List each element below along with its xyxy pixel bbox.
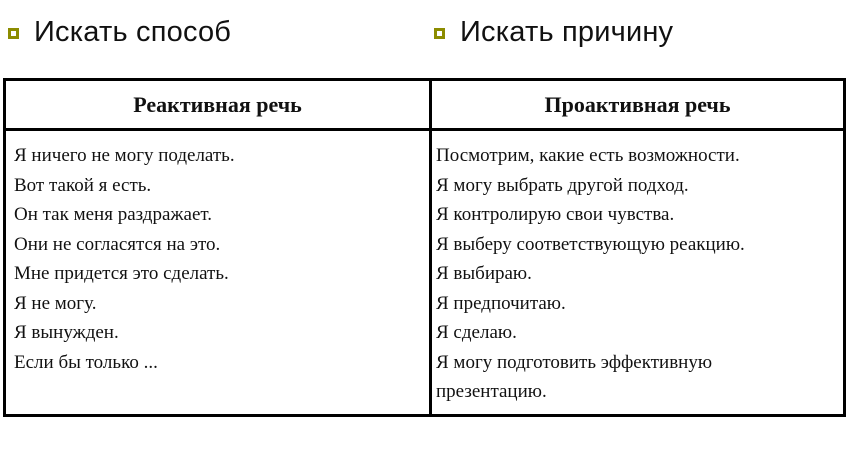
reactive-line: Я вынужден. xyxy=(14,322,119,343)
proactive-line: презентацию. xyxy=(436,381,547,402)
proactive-line: Я могу подготовить эффективную xyxy=(436,351,713,373)
reactive-line: Я не могу. xyxy=(14,292,97,314)
proactive-line: Посмотрим, какие есть возможности. xyxy=(436,145,740,166)
proactive-line: Я выбираю. xyxy=(436,263,532,284)
header-reactive-speech: Реактивная речь xyxy=(133,91,302,117)
proactive-line: Я могу выбрать другой подход. xyxy=(436,174,689,196)
proactive-line: Я сделаю. xyxy=(436,322,517,343)
header-divider xyxy=(6,128,843,131)
square-bullet-icon xyxy=(8,28,19,39)
bullet-text-find-reason: Искать причину xyxy=(460,15,674,48)
proactive-line: Я выберу соответствующую реакцию. xyxy=(436,233,745,255)
header-proactive-speech: Проактивная речь xyxy=(544,91,731,117)
reactive-line: Вот такой я есть. xyxy=(14,174,152,196)
proactive-column xyxy=(436,141,841,407)
bullet-item-find-reason xyxy=(434,10,673,54)
reactive-line: Он так меня раздражает. xyxy=(14,204,213,225)
reactive-line: Они не согласятся на это. xyxy=(14,233,221,255)
reactive-column xyxy=(14,141,424,377)
reactive-line: Мне придется это сделать. xyxy=(14,263,229,284)
bullet-row xyxy=(0,10,848,54)
bullet-item-find-method xyxy=(8,10,231,54)
reactive-line: Я ничего не могу поделать. xyxy=(14,145,235,166)
proactive-line: Я предпочитаю. xyxy=(436,292,566,314)
proactive-line: Я контролирую свои чувства. xyxy=(436,204,675,225)
square-bullet-icon xyxy=(434,28,445,39)
bullet-text-find-method: Искать способ xyxy=(34,15,232,48)
comparison-table xyxy=(3,78,846,417)
reactive-line: Если бы только ... xyxy=(14,351,158,373)
